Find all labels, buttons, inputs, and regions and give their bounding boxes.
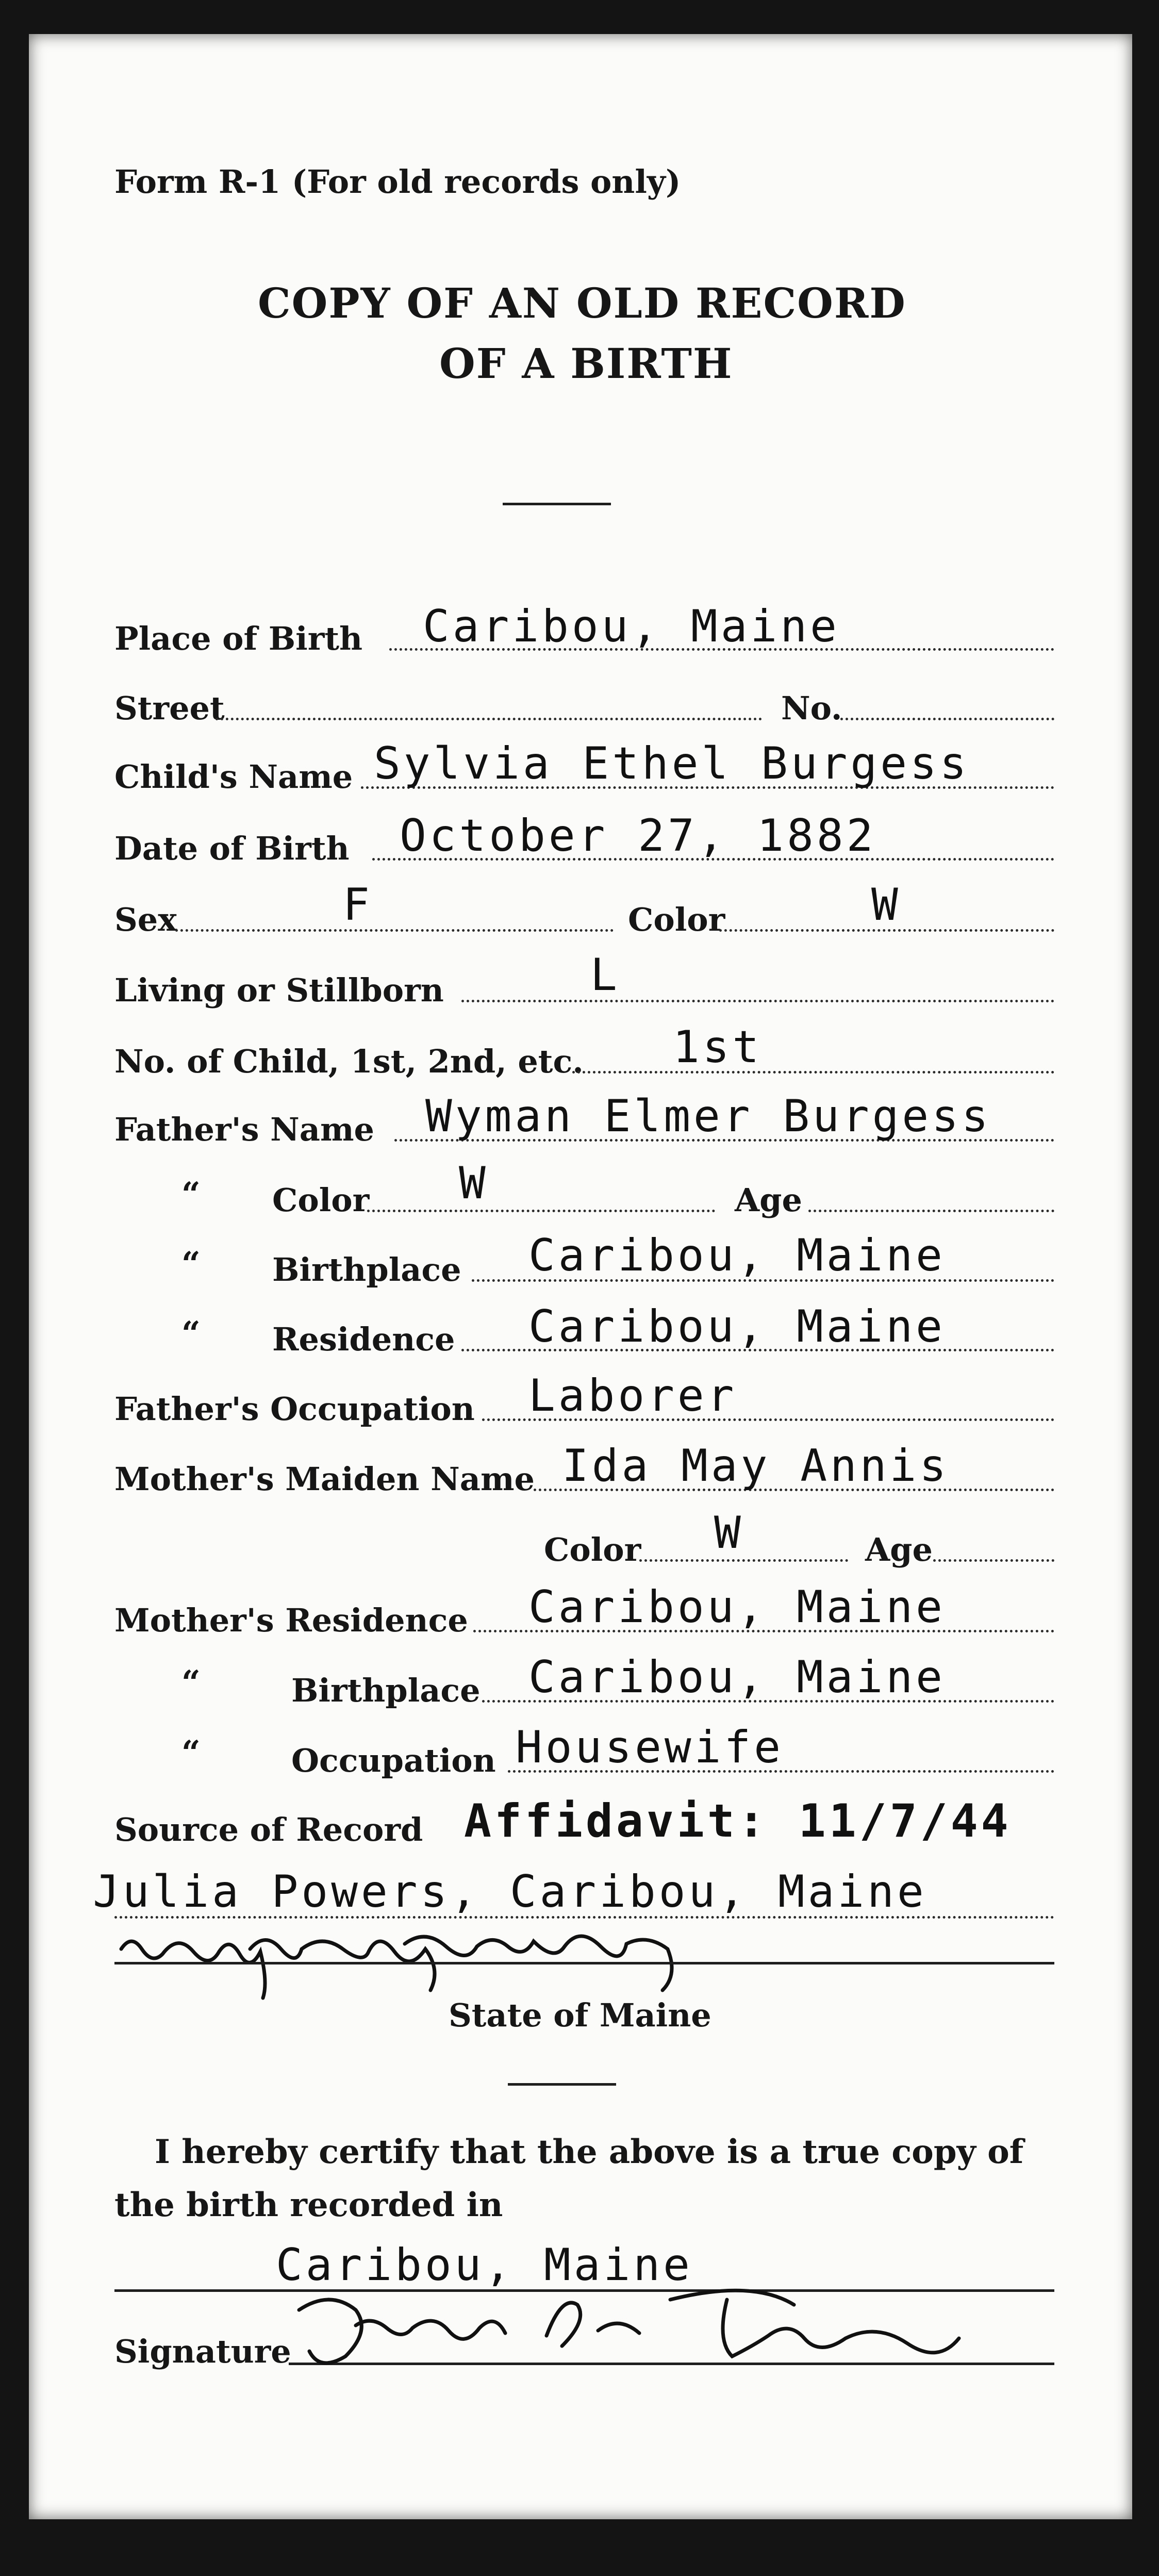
street-label: Street: [114, 689, 225, 727]
mothers-maiden-name-label: Mother's Maiden Name: [114, 1460, 535, 1498]
ditto-mark: “: [181, 1733, 201, 1772]
mother-occupation-value: Housewife: [516, 1722, 784, 1773]
title-divider: [503, 503, 611, 505]
father-residence-value: Caribou, Maine: [528, 1301, 946, 1352]
handwritten-note: [116, 1918, 838, 2001]
father-residence-label: Residence: [272, 1320, 455, 1358]
father-birthplace-label: Birthplace: [272, 1251, 461, 1289]
place-of-birth-value: Caribou, Maine: [423, 601, 840, 652]
date-of-birth-value: October 27, 1882: [400, 810, 876, 862]
fathers-name-value: Wyman Elmer Burgess: [425, 1091, 991, 1142]
no-of-child-value: 1st: [673, 1021, 763, 1073]
certification-text-line1: I hereby certify that the above is a true copy of: [155, 2133, 1024, 2171]
no-of-child-label: No. of Child, 1st, 2nd, etc.: [114, 1043, 584, 1080]
mother-color-label: Color: [544, 1531, 641, 1568]
mother-occupation-label: Occupation: [291, 1742, 496, 1779]
color-label: Color: [628, 901, 725, 938]
father-color-value: W: [459, 1158, 489, 1209]
mother-color-line: [639, 1559, 848, 1562]
recorded-in-value: Caribou, Maine: [276, 2239, 693, 2291]
ditto-mark: “: [181, 1663, 201, 1702]
place-of-birth-label: Place of Birth: [114, 620, 363, 657]
fathers-name-label: Father's Name: [114, 1111, 374, 1148]
source-of-record-label: Source of Record: [114, 1811, 423, 1848]
no-of-child-line: [572, 1071, 1054, 1074]
mothers-residence-value: Caribou, Maine: [528, 1581, 946, 1633]
form-title-line1: COPY OF AN OLD RECORD: [258, 279, 906, 327]
note-line: [114, 1962, 1054, 1964]
living-or-stillborn-line: [461, 1000, 1054, 1002]
no-line: [840, 718, 1054, 720]
mother-age-label: Age: [865, 1531, 933, 1568]
mother-age-line: [933, 1559, 1054, 1562]
mother-color-value: W: [714, 1507, 744, 1559]
no-label: No.: [781, 689, 842, 727]
father-age-line: [808, 1210, 1054, 1212]
source-of-record-value: Affidavit: 11/7/44: [464, 1794, 1012, 1847]
father-color-label: Color: [272, 1181, 370, 1219]
fathers-occupation-label: Father's Occupation: [114, 1390, 475, 1428]
mother-birthplace-label: Birthplace: [291, 1672, 481, 1709]
father-age-label: Age: [735, 1181, 802, 1219]
state-label: State of Maine: [449, 1996, 711, 2034]
form-id: Form R-1 (For old records only): [114, 163, 681, 201]
mother-birthplace-value: Caribou, Maine: [528, 1652, 946, 1703]
date-of-birth-label: Date of Birth: [114, 830, 350, 867]
living-or-stillborn-label: Living or Stillborn: [114, 971, 444, 1009]
source-detail-value: Julia Powers, Caribou, Maine: [93, 1866, 927, 1918]
father-color-line: [367, 1210, 715, 1212]
mothers-maiden-name-value: Ida May Annis: [562, 1440, 950, 1492]
sex-value: F: [343, 879, 373, 931]
color-value: W: [871, 879, 901, 931]
sex-line: [175, 929, 614, 932]
mothers-residence-label: Mother's Residence: [114, 1601, 468, 1639]
ditto-mark: “: [181, 1314, 201, 1353]
father-birthplace-value: Caribou, Maine: [528, 1230, 946, 1281]
ditto-mark: “: [181, 1245, 201, 1283]
childs-name-label: Child's Name: [114, 758, 353, 796]
form-title-line2: OF A BIRTH: [439, 339, 733, 388]
certification-text-line2: the birth recorded in: [114, 2186, 503, 2224]
fathers-occupation-value: Laborer: [528, 1370, 737, 1422]
street-line: [216, 718, 762, 720]
certification-divider: [508, 2083, 616, 2086]
ditto-mark: “: [181, 1175, 201, 1214]
childs-name-value: Sylvia Ethel Burgess: [374, 738, 970, 789]
signature-image: [289, 2279, 1011, 2382]
sex-label: Sex: [114, 901, 177, 938]
living-or-stillborn-value: L: [590, 949, 620, 1001]
signature-label: Signature: [114, 2333, 291, 2370]
